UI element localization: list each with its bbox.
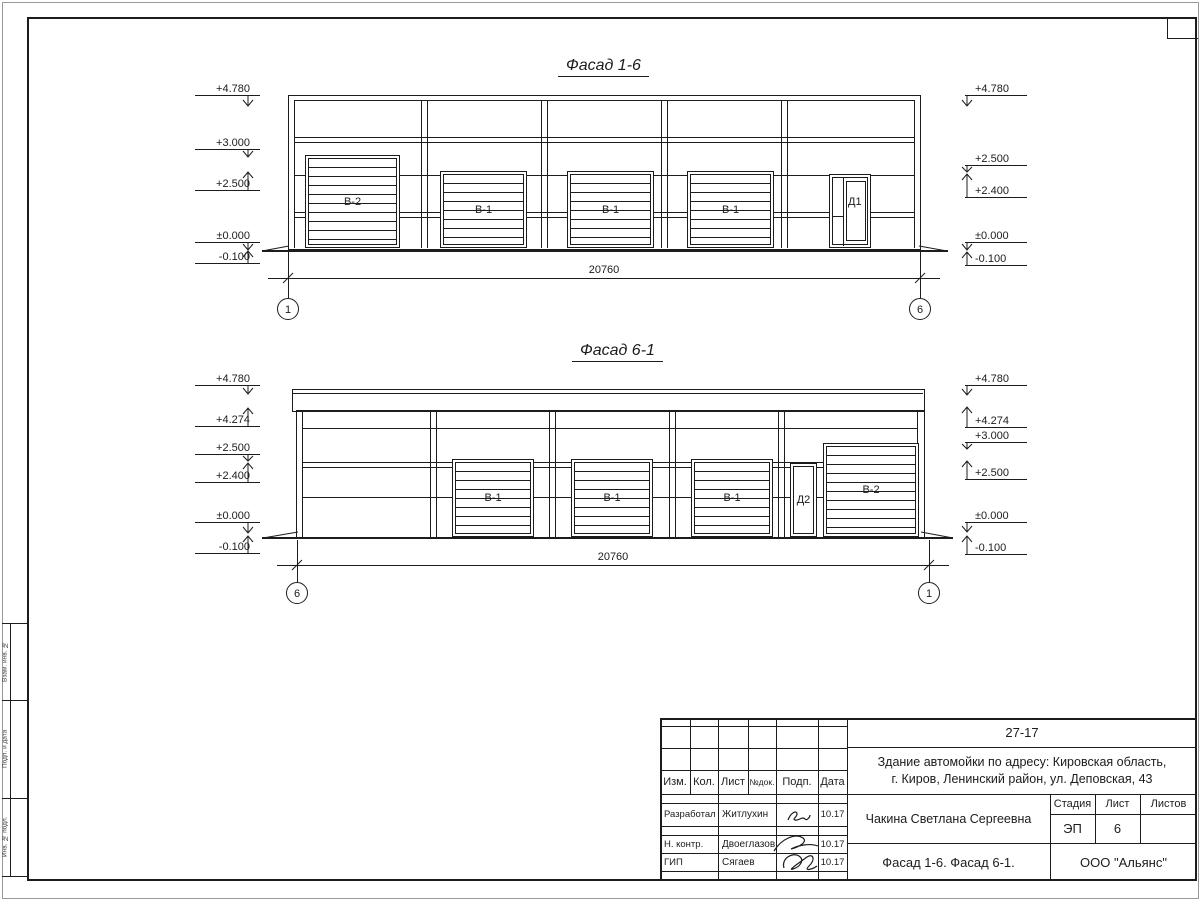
elevation-arrow-icon <box>962 536 972 555</box>
line <box>660 726 847 727</box>
elevation-value: ±0.000 <box>975 230 1009 242</box>
dimension-text: 20760 <box>597 551 629 563</box>
elevation-value: -0.100 <box>218 251 250 263</box>
elevation-value: +4.780 <box>216 373 250 385</box>
axis-bubble: 6 <box>286 582 308 604</box>
project-code: 27-17 <box>1005 725 1039 740</box>
elevation-value: +4.274 <box>975 415 1009 427</box>
elevation-value: +2.400 <box>975 185 1009 197</box>
staff-date: 10.17 <box>820 809 845 820</box>
gate-label: В-1 <box>723 492 741 504</box>
elevation-value: -0.100 <box>975 542 1007 554</box>
staff-date: 10.17 <box>820 838 845 850</box>
sheet-title: Фасад 1-6. Фасад 6-1. <box>882 854 1015 870</box>
col-header-izm: Изм. <box>663 776 687 788</box>
elevation-arrow-icon <box>962 461 972 480</box>
sheets-label: Листов <box>1150 798 1187 810</box>
staff-role: Н. контр. <box>664 838 704 850</box>
col-header-list: Лист <box>721 776 745 788</box>
elevation-value: +2.500 <box>975 467 1009 479</box>
dimension-tick-icon <box>915 273 925 283</box>
elevation-value: -0.100 <box>218 541 250 553</box>
staff-role: Разработал <box>664 809 716 820</box>
line <box>776 718 777 881</box>
col-header-data: Дата <box>820 776 845 788</box>
dimension-tick-icon <box>292 560 302 570</box>
line <box>660 826 847 827</box>
sheet-label: Лист <box>1105 798 1130 810</box>
side-stamp-label: Взам. инв. № <box>1 641 9 682</box>
ramp-line <box>919 246 947 251</box>
elevation-arrow-icon <box>962 96 972 106</box>
dimension-text: 20760 <box>588 264 620 276</box>
staff-role: ГИП <box>664 856 683 868</box>
elevation-arrow-icon <box>243 172 253 191</box>
staff-date: 10.17 <box>820 856 845 868</box>
staff-name: Двоеглазов <box>722 838 776 850</box>
elevation-value: +3.000 <box>216 137 250 149</box>
col-header-kol: Кол. <box>693 776 715 788</box>
project-name <box>847 748 1197 794</box>
elevation-arrow-icon <box>962 443 972 449</box>
elevation-arrow-icon <box>243 96 253 106</box>
ramp-line <box>263 532 298 538</box>
organization: ООО "Альянс" <box>1080 854 1167 870</box>
stage-value: ЭП <box>1063 821 1082 836</box>
sheet-value: 6 <box>1113 821 1122 836</box>
elevation-arrow-icon <box>962 407 972 428</box>
side-stamp-label: Инв. № подл. <box>1 816 9 858</box>
elevation-value: +2.500 <box>216 442 250 454</box>
col-header-ndok: №док. <box>749 777 775 787</box>
elevation-value: ±0.000 <box>975 510 1009 522</box>
project-name-line1: Здание автомойки по адресу: Кировская область, <box>877 755 1167 769</box>
elevation-value: +4.780 <box>216 83 250 95</box>
elevation-arrow-icon <box>243 536 253 554</box>
elevation-value: +4.274 <box>216 414 250 426</box>
stage-label: Стадия <box>1053 798 1092 810</box>
elevation-arrow-icon <box>243 386 253 394</box>
staff-name: Сягаев <box>722 856 755 868</box>
elevation-arrow-icon <box>243 150 253 157</box>
elevation-value: +2.500 <box>216 178 250 190</box>
elevation-arrow-icon <box>962 166 972 172</box>
gate-label: В-2 <box>343 195 362 208</box>
elevation-arrow-icon <box>962 174 972 198</box>
elevation-value: +4.780 <box>975 373 1009 385</box>
elevation-arrow-icon <box>962 243 972 250</box>
elevation-arrow-icon <box>243 523 253 533</box>
ramp-line <box>921 532 953 538</box>
elevation-value: +3.000 <box>975 430 1009 442</box>
elevation-arrow-icon <box>243 408 253 427</box>
facade61-title: Фасад 6-1 <box>572 342 663 362</box>
elevation-arrow-icon <box>962 386 972 395</box>
elevation-arrow-icon <box>962 252 972 266</box>
elevation-arrow-icon <box>243 251 253 264</box>
line <box>660 871 847 872</box>
door-label: Д1 <box>848 196 862 209</box>
axis-bubble: 6 <box>909 298 931 320</box>
elevation-value: +2.400 <box>216 470 250 482</box>
side-stamp-label: Подп. и дата <box>1 729 9 769</box>
gate-label: В-2 <box>862 484 880 496</box>
elevation-arrow-icon <box>243 455 253 461</box>
dimension-tick-icon <box>924 560 934 570</box>
gate-label: В-1 <box>603 492 621 504</box>
elevation-value: +4.780 <box>975 83 1009 95</box>
elevation-arrow-icon <box>243 243 253 250</box>
staff-name: Житлухин <box>722 809 769 820</box>
gate-label: В-1 <box>474 203 493 216</box>
elevation-value: +2.500 <box>975 153 1009 165</box>
line <box>660 748 847 749</box>
elevation-value: ±0.000 <box>216 510 250 522</box>
elevation-arrow-icon <box>243 463 253 483</box>
gate-label: В-1 <box>721 203 740 216</box>
dimension-tick-icon <box>283 273 293 283</box>
gate-label: В-1 <box>601 203 620 216</box>
elevation-value: ±0.000 <box>216 230 250 242</box>
architect-name: Чакина Светлана Сергеевна <box>865 811 1032 826</box>
door-label: Д2 <box>796 494 811 506</box>
gate-label: В-1 <box>484 492 502 504</box>
ramp-line <box>262 246 289 251</box>
col-header-podp: Подп. <box>782 776 812 788</box>
elevation-arrow-icon <box>962 523 972 532</box>
axis-bubble: 1 <box>918 582 940 604</box>
project-name-line2: г. Киров, Ленинский район, ул. Деповская, 43 <box>891 772 1153 786</box>
facade16-title: Фасад 1-6 <box>558 57 649 77</box>
axis-bubble: 1 <box>277 298 299 320</box>
elevation-value: -0.100 <box>975 253 1007 265</box>
